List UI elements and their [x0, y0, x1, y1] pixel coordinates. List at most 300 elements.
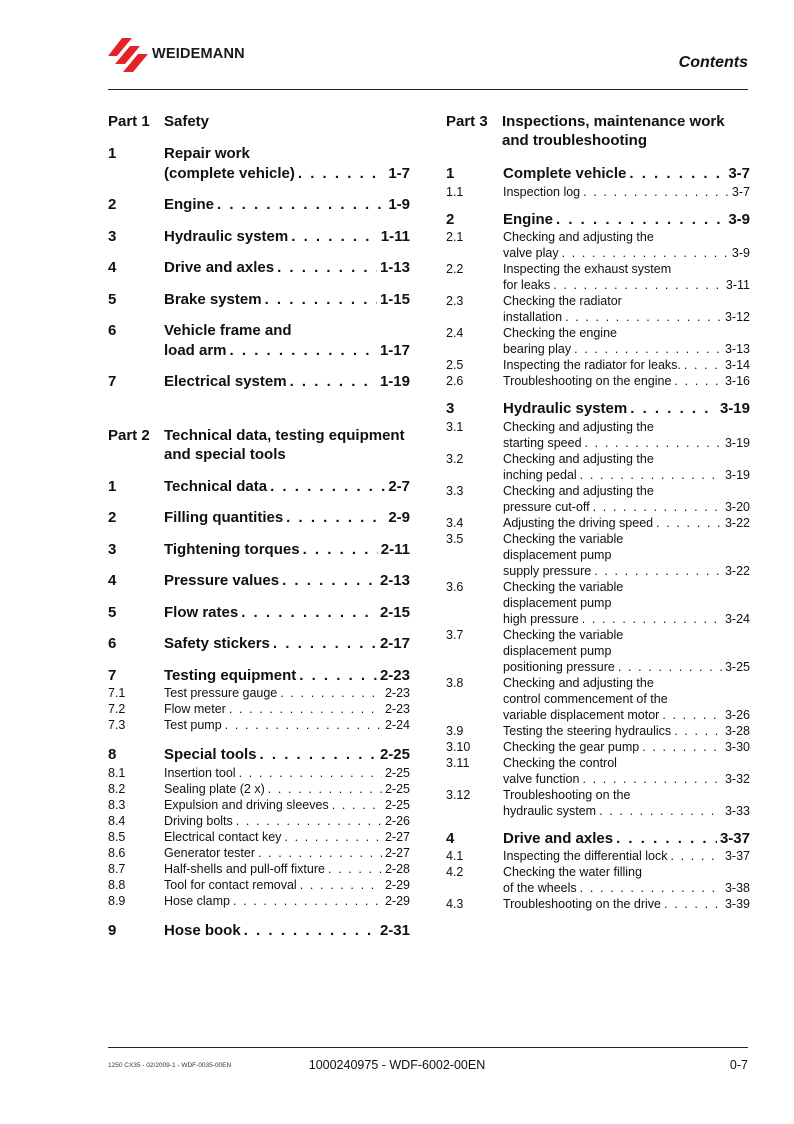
chapter-title: Engine [164, 196, 215, 213]
chapter-block [108, 666, 410, 734]
section-number: 3.12 [446, 787, 471, 802]
footer-document-number: 1000240975 - WDF-6002-00EN [308, 1058, 486, 1072]
section-page: 3-38 [724, 881, 750, 895]
section-text [503, 184, 750, 200]
section-text [503, 451, 750, 483]
section-text [503, 723, 750, 739]
leader-line [164, 701, 410, 717]
section-title-line: Checking the variable [503, 531, 624, 546]
chapter-text [164, 144, 410, 183]
section-title: Troubleshooting on the drive [503, 897, 661, 911]
chapter-entry[interactable] [108, 603, 410, 623]
section-entry[interactable] [446, 675, 750, 723]
section-title: Half-shells and pull-off fixture [164, 861, 325, 876]
section-entry[interactable] [446, 579, 750, 627]
dot-leader [562, 245, 729, 261]
section-entry[interactable] [446, 515, 750, 531]
section-text [503, 675, 750, 723]
section-number: 2.4 [446, 326, 464, 340]
chapter-entry[interactable] [108, 144, 410, 183]
chapter-entry[interactable] [108, 227, 410, 247]
chapter-block [108, 571, 410, 591]
section-number: 3.3 [446, 483, 464, 498]
section-entry[interactable] [446, 325, 750, 357]
section-text [503, 787, 750, 819]
dot-leader [290, 372, 377, 392]
section-page: 3-22 [724, 515, 750, 530]
dot-leader [282, 571, 377, 591]
dot-leader [217, 195, 385, 215]
chapter-title: Tightening torques [164, 540, 300, 558]
leader-line [503, 803, 750, 819]
chapter-text [164, 195, 410, 215]
dot-leader [674, 373, 722, 389]
section-entry[interactable] [446, 723, 750, 739]
chapter-number: 2 [108, 509, 117, 526]
dot-leader [225, 717, 382, 733]
chapter-number: 7 [108, 373, 117, 390]
section-page: 2-27 [384, 829, 410, 844]
dot-leader [260, 745, 377, 765]
chapter-title: Hydraulic system [164, 227, 289, 245]
dot-leader [583, 184, 729, 200]
dot-leader [229, 701, 382, 717]
section-title: variable displacement motor [503, 707, 660, 722]
dot-leader [664, 896, 722, 912]
section-title: installation [503, 310, 563, 324]
section-title: Driving bolts [164, 813, 233, 828]
dot-leader [594, 563, 722, 579]
chapter-number: 1 [446, 165, 455, 182]
section-page: 3-24 [724, 611, 750, 626]
section-page: 3-33 [724, 803, 750, 818]
section-page: 2-25 [384, 797, 410, 812]
dot-leader [582, 611, 722, 627]
dot-leader [553, 277, 723, 293]
section-page: 3-32 [724, 771, 750, 786]
section-title: Insertion tool [164, 765, 236, 780]
section-title-line: Checking and adjusting the [503, 675, 654, 690]
chapter-entry[interactable] [446, 210, 750, 230]
leader-line [164, 508, 410, 528]
section-entry[interactable] [108, 813, 410, 829]
leader-line [503, 771, 750, 787]
chapter-block [108, 921, 410, 941]
dot-leader [565, 309, 722, 325]
chapter-title: Hydraulic system [503, 400, 628, 417]
section-number: 8.4 [108, 813, 126, 828]
section-page: 3-13 [724, 342, 750, 356]
dot-leader [656, 515, 722, 531]
chapter-entry[interactable] [108, 540, 410, 560]
leader-line [503, 373, 750, 389]
chapter-entry[interactable] [108, 571, 410, 591]
leader-line [503, 399, 750, 419]
section-number: 7.1 [108, 686, 126, 700]
section-number: 8.8 [108, 877, 126, 892]
section-entry[interactable] [108, 893, 410, 909]
chapter-text [164, 921, 410, 941]
section-title-line: Checking and adjusting the [503, 483, 654, 498]
leader-line [164, 893, 410, 909]
part-heading [446, 112, 750, 150]
section-number: 2.1 [446, 230, 464, 244]
footer-page-number: 0-7 [729, 1058, 748, 1072]
chapter-text [164, 227, 410, 247]
weidemann-logo-mark-icon [108, 36, 148, 72]
leader-line [164, 765, 410, 781]
section-entry[interactable] [446, 357, 750, 373]
chapter-text [164, 634, 410, 654]
section-entry[interactable] [446, 531, 750, 579]
leader-line [503, 563, 750, 579]
section-number: 4.2 [446, 865, 464, 879]
section-number: 3.9 [446, 723, 464, 738]
dot-leader [593, 499, 722, 515]
chapter-page: 1-17 [379, 341, 410, 359]
section-text [164, 781, 410, 797]
chapter-entry[interactable] [108, 321, 410, 360]
chapter-block [446, 210, 750, 390]
section-entry[interactable] [108, 781, 410, 797]
leader-line [164, 290, 410, 310]
section-number: 2.6 [446, 374, 464, 388]
section-page: 3-25 [724, 659, 750, 674]
section-number: 8.9 [108, 893, 126, 908]
chapter-block [108, 603, 410, 623]
section-page: 3-9 [731, 246, 750, 260]
section-number: 8.3 [108, 797, 126, 812]
chapter-title-line: Vehicle frame and [164, 322, 292, 339]
chapter-text [164, 745, 410, 765]
section-text [503, 357, 750, 373]
section-number: 2.5 [446, 358, 464, 372]
chapter-title: Complete vehicle [503, 165, 627, 182]
chapter-block [108, 477, 410, 497]
section-page: 2-29 [384, 877, 410, 892]
dot-leader [244, 921, 377, 941]
section-text [503, 848, 750, 864]
section-page: 2-23 [384, 702, 410, 716]
section-title: Electrical contact key [164, 829, 282, 844]
section-title-line: displacement pump [503, 643, 612, 658]
section-entry[interactable] [446, 419, 750, 451]
section-entry[interactable] [108, 717, 410, 733]
brand-name: WEIDEMANN [152, 46, 245, 62]
section-number: 3.2 [446, 451, 464, 466]
chapter-text [164, 603, 410, 623]
leader-line [164, 341, 410, 361]
section-number: 2.3 [446, 294, 464, 308]
leader-line [503, 739, 750, 755]
chapter-number: 4 [108, 572, 117, 589]
section-number: 1.1 [446, 184, 464, 199]
section-entry[interactable] [446, 293, 750, 325]
leader-line [164, 685, 410, 701]
section-text [503, 261, 750, 293]
dot-leader [574, 341, 722, 357]
chapter-entry[interactable] [446, 399, 750, 419]
chapter-title: Flow rates [164, 603, 239, 621]
leader-line [164, 372, 410, 392]
section-entry[interactable] [108, 797, 410, 813]
chapter-block [446, 829, 750, 913]
chapter-page: 2-23 [379, 666, 410, 684]
dot-leader [268, 781, 382, 797]
leader-line [164, 813, 410, 829]
leader-line [503, 723, 750, 739]
dot-leader [328, 861, 382, 877]
section-page: 3-7 [731, 184, 750, 199]
section-page: 3-14 [724, 358, 750, 372]
chapter-number: 1 [108, 145, 117, 162]
section-title: valve function [503, 771, 580, 786]
chapter-title: load arm [164, 341, 227, 359]
chapter-number: 9 [108, 921, 117, 939]
chapter-number: 3 [446, 400, 455, 417]
chapter-block [108, 508, 410, 528]
section-number: 3.11 [446, 755, 470, 770]
chapter-number: 6 [108, 635, 117, 652]
section-title-line: displacement pump [503, 595, 612, 610]
section-text [164, 861, 410, 877]
section-text [164, 829, 410, 845]
chapter-block [108, 634, 410, 654]
section-title: Expulsion and driving sleeves [164, 797, 329, 812]
section-title: Flow meter [164, 702, 226, 716]
section-text [503, 896, 750, 912]
chapter-entry[interactable] [108, 508, 410, 528]
dot-leader [670, 848, 722, 864]
dot-leader [273, 634, 377, 654]
page-title: Contents [678, 54, 748, 71]
section-page: 3-30 [724, 739, 750, 754]
section-text [503, 325, 750, 357]
section-title: valve play [503, 246, 559, 260]
dot-leader [284, 829, 382, 845]
section-entry[interactable] [446, 755, 750, 787]
section-text [164, 765, 410, 781]
chapter-block [108, 227, 410, 247]
leader-line [164, 195, 410, 215]
section-entry[interactable] [446, 787, 750, 819]
dot-leader [233, 893, 382, 909]
section-entry[interactable] [108, 877, 410, 893]
chapter-title: Electrical system [164, 373, 287, 390]
section-entry[interactable] [108, 829, 410, 845]
section-entry[interactable] [446, 896, 750, 912]
section-number: 4.1 [446, 849, 464, 863]
leader-line [503, 611, 750, 627]
section-number: 7.2 [108, 702, 126, 716]
chapter-entry[interactable] [108, 745, 410, 765]
chapter-block [108, 745, 410, 909]
chapter-entry[interactable] [108, 258, 410, 278]
leader-line [503, 896, 750, 912]
section-page: 2-29 [384, 893, 410, 908]
section-entry[interactable] [446, 848, 750, 864]
dot-leader [270, 477, 385, 497]
section-title: Generator tester [164, 845, 256, 860]
section-number: 3.1 [446, 419, 464, 434]
leader-line [164, 603, 410, 623]
chapter-entry[interactable] [446, 829, 750, 849]
part-heading [108, 426, 410, 464]
chapter-page: 2-25 [379, 746, 410, 763]
chapter-title: Brake system [164, 290, 262, 308]
section-text [503, 627, 750, 675]
section-entry[interactable] [108, 861, 410, 877]
leader-line [164, 829, 410, 845]
section-number: 8.5 [108, 829, 126, 844]
section-title: Sealing plate (2 x) [164, 781, 265, 796]
section-title: Tool for contact removal [164, 877, 297, 892]
section-entry[interactable] [446, 864, 750, 896]
contents-left-column [108, 112, 410, 952]
section-entry[interactable] [446, 483, 750, 515]
section-text [503, 373, 750, 389]
dot-leader [300, 877, 382, 893]
section-title: Inspection log [503, 184, 581, 199]
section-title: Troubleshooting on the engine [503, 374, 672, 388]
dot-leader [662, 707, 722, 723]
chapter-block [108, 258, 410, 278]
section-entry[interactable] [446, 373, 750, 389]
chapter-entry[interactable] [108, 921, 410, 941]
chapter-title: Safety stickers [164, 635, 270, 652]
part-number: Part 2 [108, 426, 150, 444]
section-title: of the wheels [503, 881, 577, 895]
leader-line [164, 164, 410, 184]
chapter-block [108, 144, 410, 183]
section-text [503, 864, 750, 896]
chapter-page: 1-15 [379, 290, 410, 308]
chapter-number: 1 [108, 477, 117, 495]
dot-leader [556, 210, 725, 230]
section-title: hydraulic system [503, 803, 597, 818]
dot-leader [286, 508, 385, 528]
section-title: Test pressure gauge [164, 686, 278, 700]
chapter-title: (complete vehicle) [164, 164, 295, 182]
section-entry[interactable] [446, 451, 750, 483]
section-title: high pressure [503, 611, 579, 626]
leader-line [503, 499, 750, 515]
section-number: 8.6 [108, 845, 126, 860]
section-title: inching pedal [503, 467, 577, 482]
chapter-block [446, 399, 750, 819]
chapter-entry[interactable] [108, 634, 410, 654]
chapter-entry[interactable] [108, 195, 410, 215]
dot-leader [582, 771, 722, 787]
part-number: Part 3 [446, 113, 488, 130]
leader-line [164, 921, 410, 941]
chapter-title: Pressure values [164, 572, 280, 589]
chapter-page: 1-13 [379, 259, 410, 276]
section-number: 3.7 [446, 627, 464, 642]
chapter-page: 2-31 [379, 921, 410, 939]
section-page: 2-26 [384, 813, 410, 828]
section-title-line: Checking and adjusting the [503, 419, 654, 434]
section-entry[interactable] [446, 184, 750, 200]
chapter-page: 2-7 [388, 477, 410, 495]
section-title: Test pump [164, 718, 222, 732]
section-entry[interactable] [446, 261, 750, 293]
leader-line [164, 227, 410, 247]
dot-leader [616, 829, 717, 849]
section-entry[interactable] [446, 229, 750, 261]
chapter-page: 3-37 [719, 829, 750, 847]
section-entry[interactable] [108, 845, 410, 861]
chapter-entry[interactable] [108, 666, 410, 686]
chapter-text [164, 290, 410, 310]
section-page: 3-37 [724, 849, 750, 863]
section-entry[interactable] [108, 685, 410, 701]
leader-line [503, 341, 750, 357]
chapter-text [164, 321, 410, 360]
section-title: for leaks [503, 278, 551, 292]
section-title: Hose clamp [164, 893, 230, 908]
part-title: Inspections, maintenance work and troubleshooting [502, 113, 725, 149]
section-entry[interactable] [108, 765, 410, 781]
chapter-number: 6 [108, 322, 117, 339]
footer-rule [108, 1047, 748, 1048]
chapter-block [108, 540, 410, 560]
section-title-line: Checking the control [503, 755, 617, 770]
part-number: Part 1 [108, 113, 150, 130]
chapter-entry[interactable] [108, 372, 410, 392]
chapter-title-line: Repair work [164, 145, 250, 162]
section-title: Inspecting the differential lock [503, 849, 668, 863]
chapter-page: 1-19 [379, 373, 410, 390]
section-page: 3-19 [724, 467, 750, 482]
section-entry[interactable] [446, 627, 750, 675]
chapter-entry[interactable] [446, 164, 750, 184]
section-title-line: control commencement of the [503, 691, 668, 706]
header-rule [108, 89, 748, 90]
section-title-line: Checking and adjusting the [503, 230, 654, 244]
chapter-entry[interactable] [108, 477, 410, 497]
leader-line [503, 184, 750, 200]
weidemann-logo [108, 36, 245, 72]
section-entry[interactable] [446, 739, 750, 755]
chapter-entry[interactable] [108, 290, 410, 310]
dot-leader [241, 603, 377, 623]
section-text [164, 893, 410, 909]
section-page: 3-19 [724, 435, 750, 450]
section-entry[interactable] [108, 701, 410, 717]
section-text [503, 483, 750, 515]
chapter-page: 2-9 [388, 509, 410, 526]
leader-line [164, 634, 410, 654]
chapter-text [503, 164, 750, 184]
chapter-number: 2 [446, 210, 455, 228]
chapter-text [164, 477, 410, 497]
dot-leader [303, 540, 378, 560]
section-text [164, 685, 410, 701]
section-number: 8.1 [108, 765, 126, 780]
dot-leader [630, 399, 717, 419]
section-text [164, 701, 410, 717]
section-number: 3.10 [446, 739, 471, 754]
section-page: 3-22 [724, 563, 750, 578]
chapter-text [164, 540, 410, 560]
chapter-title: Drive and axles [164, 259, 275, 276]
section-page: 3-11 [725, 278, 750, 292]
section-title-line: Checking the radiator [503, 294, 622, 308]
leader-line [503, 435, 750, 451]
chapter-title: Filling quantities [164, 509, 284, 526]
leader-line [503, 357, 750, 373]
